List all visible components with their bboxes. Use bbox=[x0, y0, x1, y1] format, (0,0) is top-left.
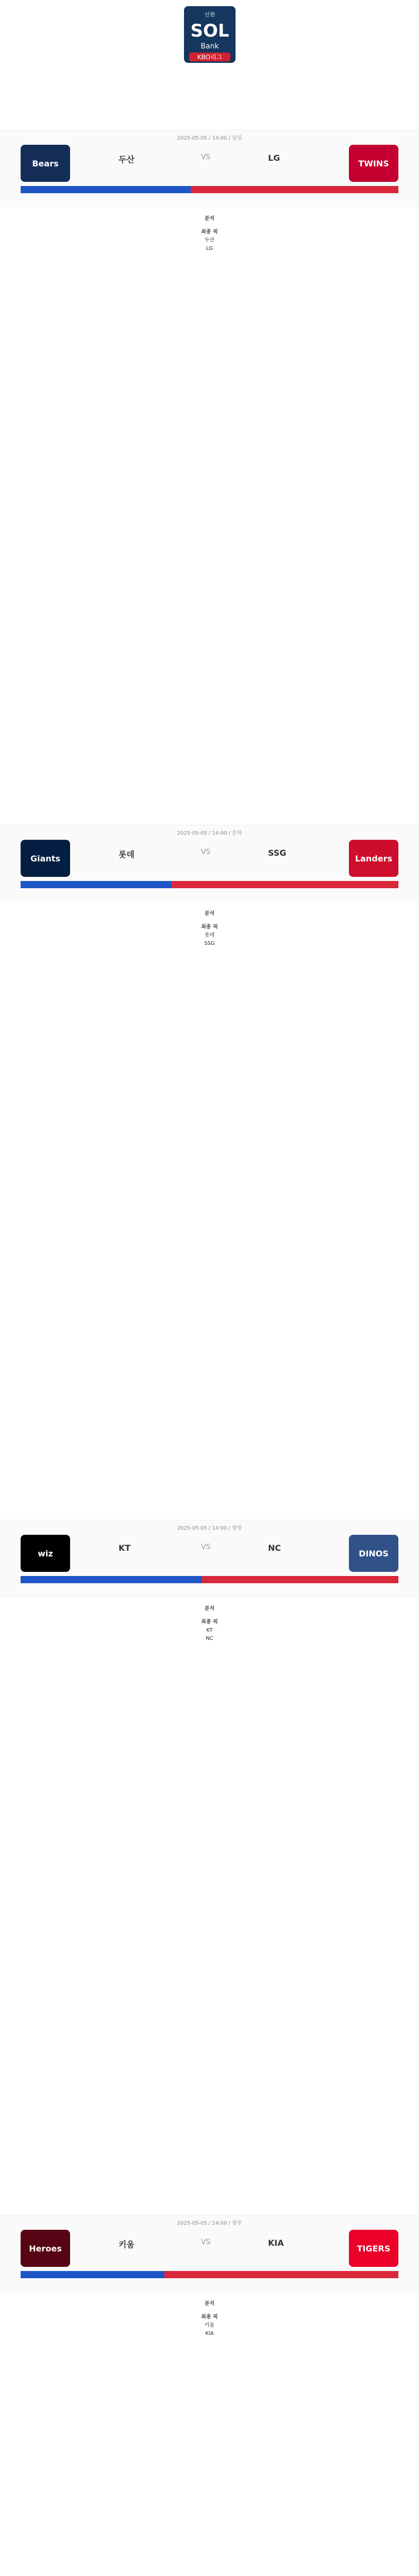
away-prob-fill bbox=[21, 186, 191, 193]
match-section bbox=[0, 825, 419, 1520]
match-section bbox=[0, 130, 419, 825]
away-team-name: 두산 bbox=[119, 155, 135, 164]
match-header bbox=[0, 130, 419, 208]
away-prob-fill bbox=[21, 1576, 202, 1583]
match-meta: 2025-05-05 / 14:00 / 문학 bbox=[177, 831, 242, 836]
analysis-block bbox=[0, 208, 419, 255]
league-logo: 신한 SOL Bank KBO리그 bbox=[184, 6, 236, 63]
match-section bbox=[0, 2215, 419, 2576]
pick-away: KT bbox=[206, 1628, 213, 1633]
match-section bbox=[0, 1520, 419, 2215]
away-team-logo: Giants bbox=[21, 840, 70, 877]
pick-home: LG bbox=[206, 246, 213, 251]
home-prob-fill bbox=[202, 1576, 398, 1583]
win-prob-bar bbox=[21, 1576, 398, 1583]
win-prob-bar bbox=[21, 881, 398, 888]
away-team-logo: Bears bbox=[21, 145, 70, 182]
home-prob-fill bbox=[172, 881, 398, 888]
pick-home: NC bbox=[206, 1636, 213, 1641]
match-header bbox=[0, 1520, 419, 1598]
home-prob-fill bbox=[191, 186, 398, 193]
match-header bbox=[0, 2215, 419, 2293]
analysis-title: 분석 bbox=[204, 1606, 215, 1612]
away-team-name: KT bbox=[119, 1543, 131, 1553]
pick-away: 두산 bbox=[204, 238, 215, 243]
header-banner bbox=[0, 0, 419, 130]
match-meta: 2025-05-05 / 14:00 / 광주 bbox=[177, 2221, 242, 2226]
away-prob-fill bbox=[21, 2271, 164, 2278]
pick-away: 롯데 bbox=[204, 933, 215, 938]
home-prob-fill bbox=[164, 2271, 398, 2278]
analysis-block bbox=[0, 2293, 419, 2340]
analysis-block bbox=[0, 903, 419, 950]
away-team-name: 키움 bbox=[119, 2240, 135, 2249]
pick-home: SSG bbox=[204, 941, 215, 946]
home-team-name: KIA bbox=[268, 2238, 284, 2248]
away-team-logo: wiz bbox=[21, 1535, 70, 1572]
win-prob-bar bbox=[21, 186, 398, 193]
home-team-logo: Landers bbox=[349, 840, 398, 877]
home-team-logo: TWINS bbox=[349, 145, 398, 182]
away-prob-fill bbox=[21, 881, 172, 888]
home-team-name: LG bbox=[268, 153, 280, 163]
analysis-title: 분석 bbox=[204, 216, 215, 222]
match-list bbox=[0, 130, 419, 2576]
match-header bbox=[0, 825, 419, 903]
vs-label: VS bbox=[201, 1543, 211, 1551]
pick-title: 최종 픽 bbox=[201, 1619, 218, 1625]
match-meta: 2025-05-05 / 14:00 / 창원 bbox=[177, 1526, 242, 1531]
home-team-name: SSG bbox=[268, 848, 287, 858]
pick-home: KIA bbox=[205, 2331, 214, 2336]
away-team-name: 롯데 bbox=[119, 850, 135, 859]
vs-label: VS bbox=[201, 848, 211, 856]
analysis-title: 분석 bbox=[204, 911, 215, 917]
away-team-logo: Heroes bbox=[21, 2230, 70, 2267]
pick-away: 키움 bbox=[204, 2323, 215, 2328]
analysis-title: 분석 bbox=[204, 2301, 215, 2307]
vs-label: VS bbox=[201, 153, 211, 161]
home-team-logo: TIGERS bbox=[349, 2230, 398, 2267]
home-team-logo: DINOS bbox=[349, 1535, 398, 1572]
win-prob-bar bbox=[21, 2271, 398, 2278]
pick-title: 최종 픽 bbox=[201, 2314, 218, 2320]
pick-title: 최종 픽 bbox=[201, 924, 218, 930]
home-team-name: NC bbox=[268, 1543, 281, 1553]
match-meta: 2025-05-05 / 14:00 / 잠실 bbox=[177, 135, 242, 141]
vs-label: VS bbox=[201, 2238, 211, 2246]
analysis-block bbox=[0, 1598, 419, 1645]
pick-title: 최종 픽 bbox=[201, 229, 218, 235]
